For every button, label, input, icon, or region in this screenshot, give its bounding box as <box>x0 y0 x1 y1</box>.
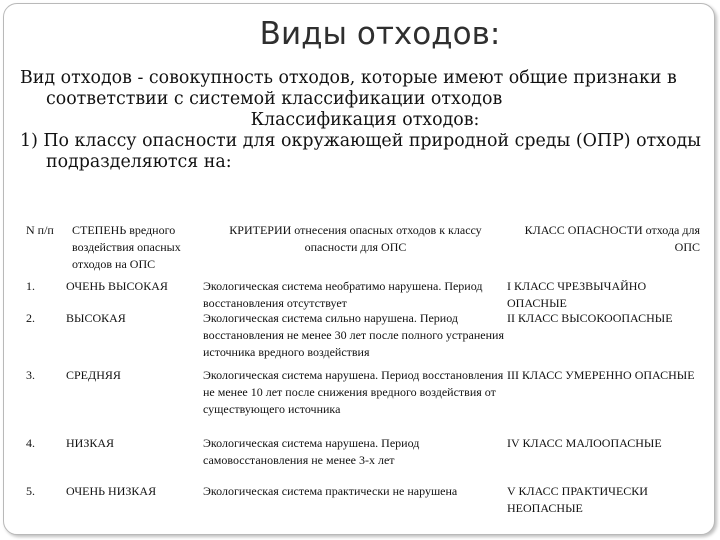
row-degree: ОЧЕНЬ НИЗКАЯ <box>66 484 157 498</box>
row-class: I КЛАСС ЧРЕЗВЫЧАЙНО ОПАСНЫЕ <box>507 279 647 310</box>
row-criteria: Экологическая система необратимо нарушена. Период восстановления отсутствует <box>203 279 483 310</box>
row-num: 5. <box>26 484 35 498</box>
slide-title: Виды отходов: <box>259 16 501 52</box>
row-class: V КЛАСС ПРАКТИЧЕСКИ НЕОПАСНЫЕ <box>507 484 648 515</box>
row-class: III КЛАСС УМЕРЕННО ОПАСНЫЕ <box>507 368 695 382</box>
row-class: II КЛАСС ВЫСОКООПАСНЫЕ <box>507 311 673 325</box>
row-criteria: Экологическая система нарушена. Период восстановления не менее 10 лет после снижения вредного воздействия от существующего источника <box>203 368 504 416</box>
row-num: 3. <box>26 368 35 382</box>
classification-subheading: Классификация отходов: <box>250 110 480 130</box>
table-row <box>22 310 700 367</box>
row-degree: СРЕДНЯЯ <box>66 368 121 382</box>
definition-text: Вид отходов - совокупность отходов, которые имеют общие признаки в соответствии с системой классификации отходов <box>20 68 677 109</box>
row-criteria: Экологическая система нарушена. Период самовосстановления не менее 3-х лет <box>203 436 420 467</box>
row-criteria: Экологическая система сильно нарушена. Период восстановления не менее 30 лет после полного устранения источника вредного воздействия <box>203 311 504 359</box>
row-criteria: Экологическая система практически не нарушена <box>203 484 458 498</box>
header-num: N п/п <box>26 223 54 237</box>
table-row <box>22 435 700 483</box>
table-row <box>22 483 700 517</box>
row-class: IV КЛАСС МАЛООПАСНЫЕ <box>507 436 662 450</box>
row-degree: ОЧЕНЬ ВЫСОКАЯ <box>66 279 168 293</box>
table-row <box>22 278 700 310</box>
table-row <box>22 367 700 435</box>
point-1-text: 1) По классу опасности для окружающей природной среды (ОПР) отходы подразделяются на: <box>20 131 702 172</box>
row-num: 1. <box>26 279 35 293</box>
row-degree: ВЫСОКАЯ <box>66 311 126 325</box>
header-degree: СТЕПЕНЬ вредного воздействия опасных отходов на ОПС <box>72 223 181 271</box>
row-num: 4. <box>26 436 35 450</box>
row-degree: НИЗКАЯ <box>66 436 115 450</box>
table-header <box>22 222 700 278</box>
header-criteria: КРИТЕРИИ отнесения опасных отходов к классу опасности для ОПС <box>229 223 482 254</box>
header-class: КЛАСС ОПАСНОСТИ отхода для ОПС <box>524 223 700 254</box>
row-num: 2. <box>26 311 35 325</box>
intro-text <box>20 68 710 173</box>
hazard-class-table <box>22 222 700 517</box>
